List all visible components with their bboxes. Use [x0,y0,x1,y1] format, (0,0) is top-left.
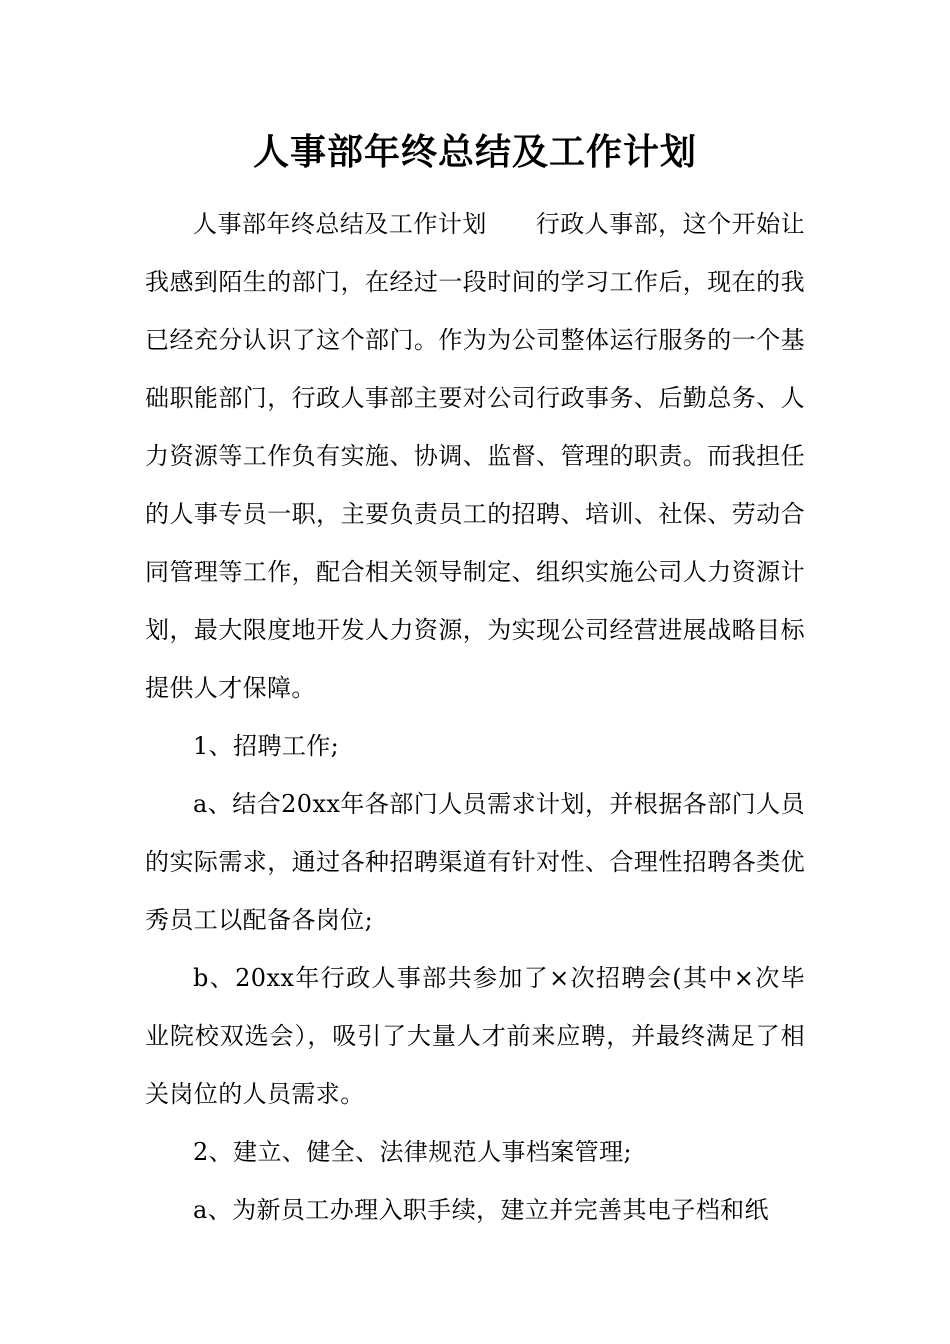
paragraph-recruitment-b: b、20xx年行政人事部共参加了×次招聘会(其中×次毕业院校双选会），吸引了大量人才前来应聘，并最终满足了相关岗位的人员需求。 [145,964,805,1108]
heading-archive-management: 2、建立、健全、法律规范人事档案管理; [193,1138,632,1166]
paragraph-recruitment-a: a、结合20xx年各部门人员需求计划，并根据各部门人员的实际需求，通过各种招聘渠道有针对性、合理性招聘各类优秀员工以配备各岗位; [145,790,805,934]
document-title: 人事部年终总结及工作计划 [252,132,697,173]
paragraph-intro: 人事部年终总结及工作计划 行政人事部，这个开始让我感到陌生的部门，在经过一段时间的学习工作后，现在的我已经充分认识了这个部门。作为为公司整体运行服务的一个基础职能部门，行政人事部主要对公司行政事务、后勤总务、人力资源等工作负有实施、协调、监督、管理的职责。而我担任的人事专员一职，主要负责员工的招聘、培训、社保、劳动合同管理等工作，配合相关领导制定、组织实施公司人力资源计划，最大限度地开发人力资源，为实现公司经营进展战略目标提供人才保障。 [145,210,805,702]
heading-recruitment: 1、招聘工作; [193,732,340,760]
document-body [145,195,805,1239]
paragraph-archive-a: a、为新员工办理入职手续，建立并完善其电子档和纸 [193,1196,769,1224]
